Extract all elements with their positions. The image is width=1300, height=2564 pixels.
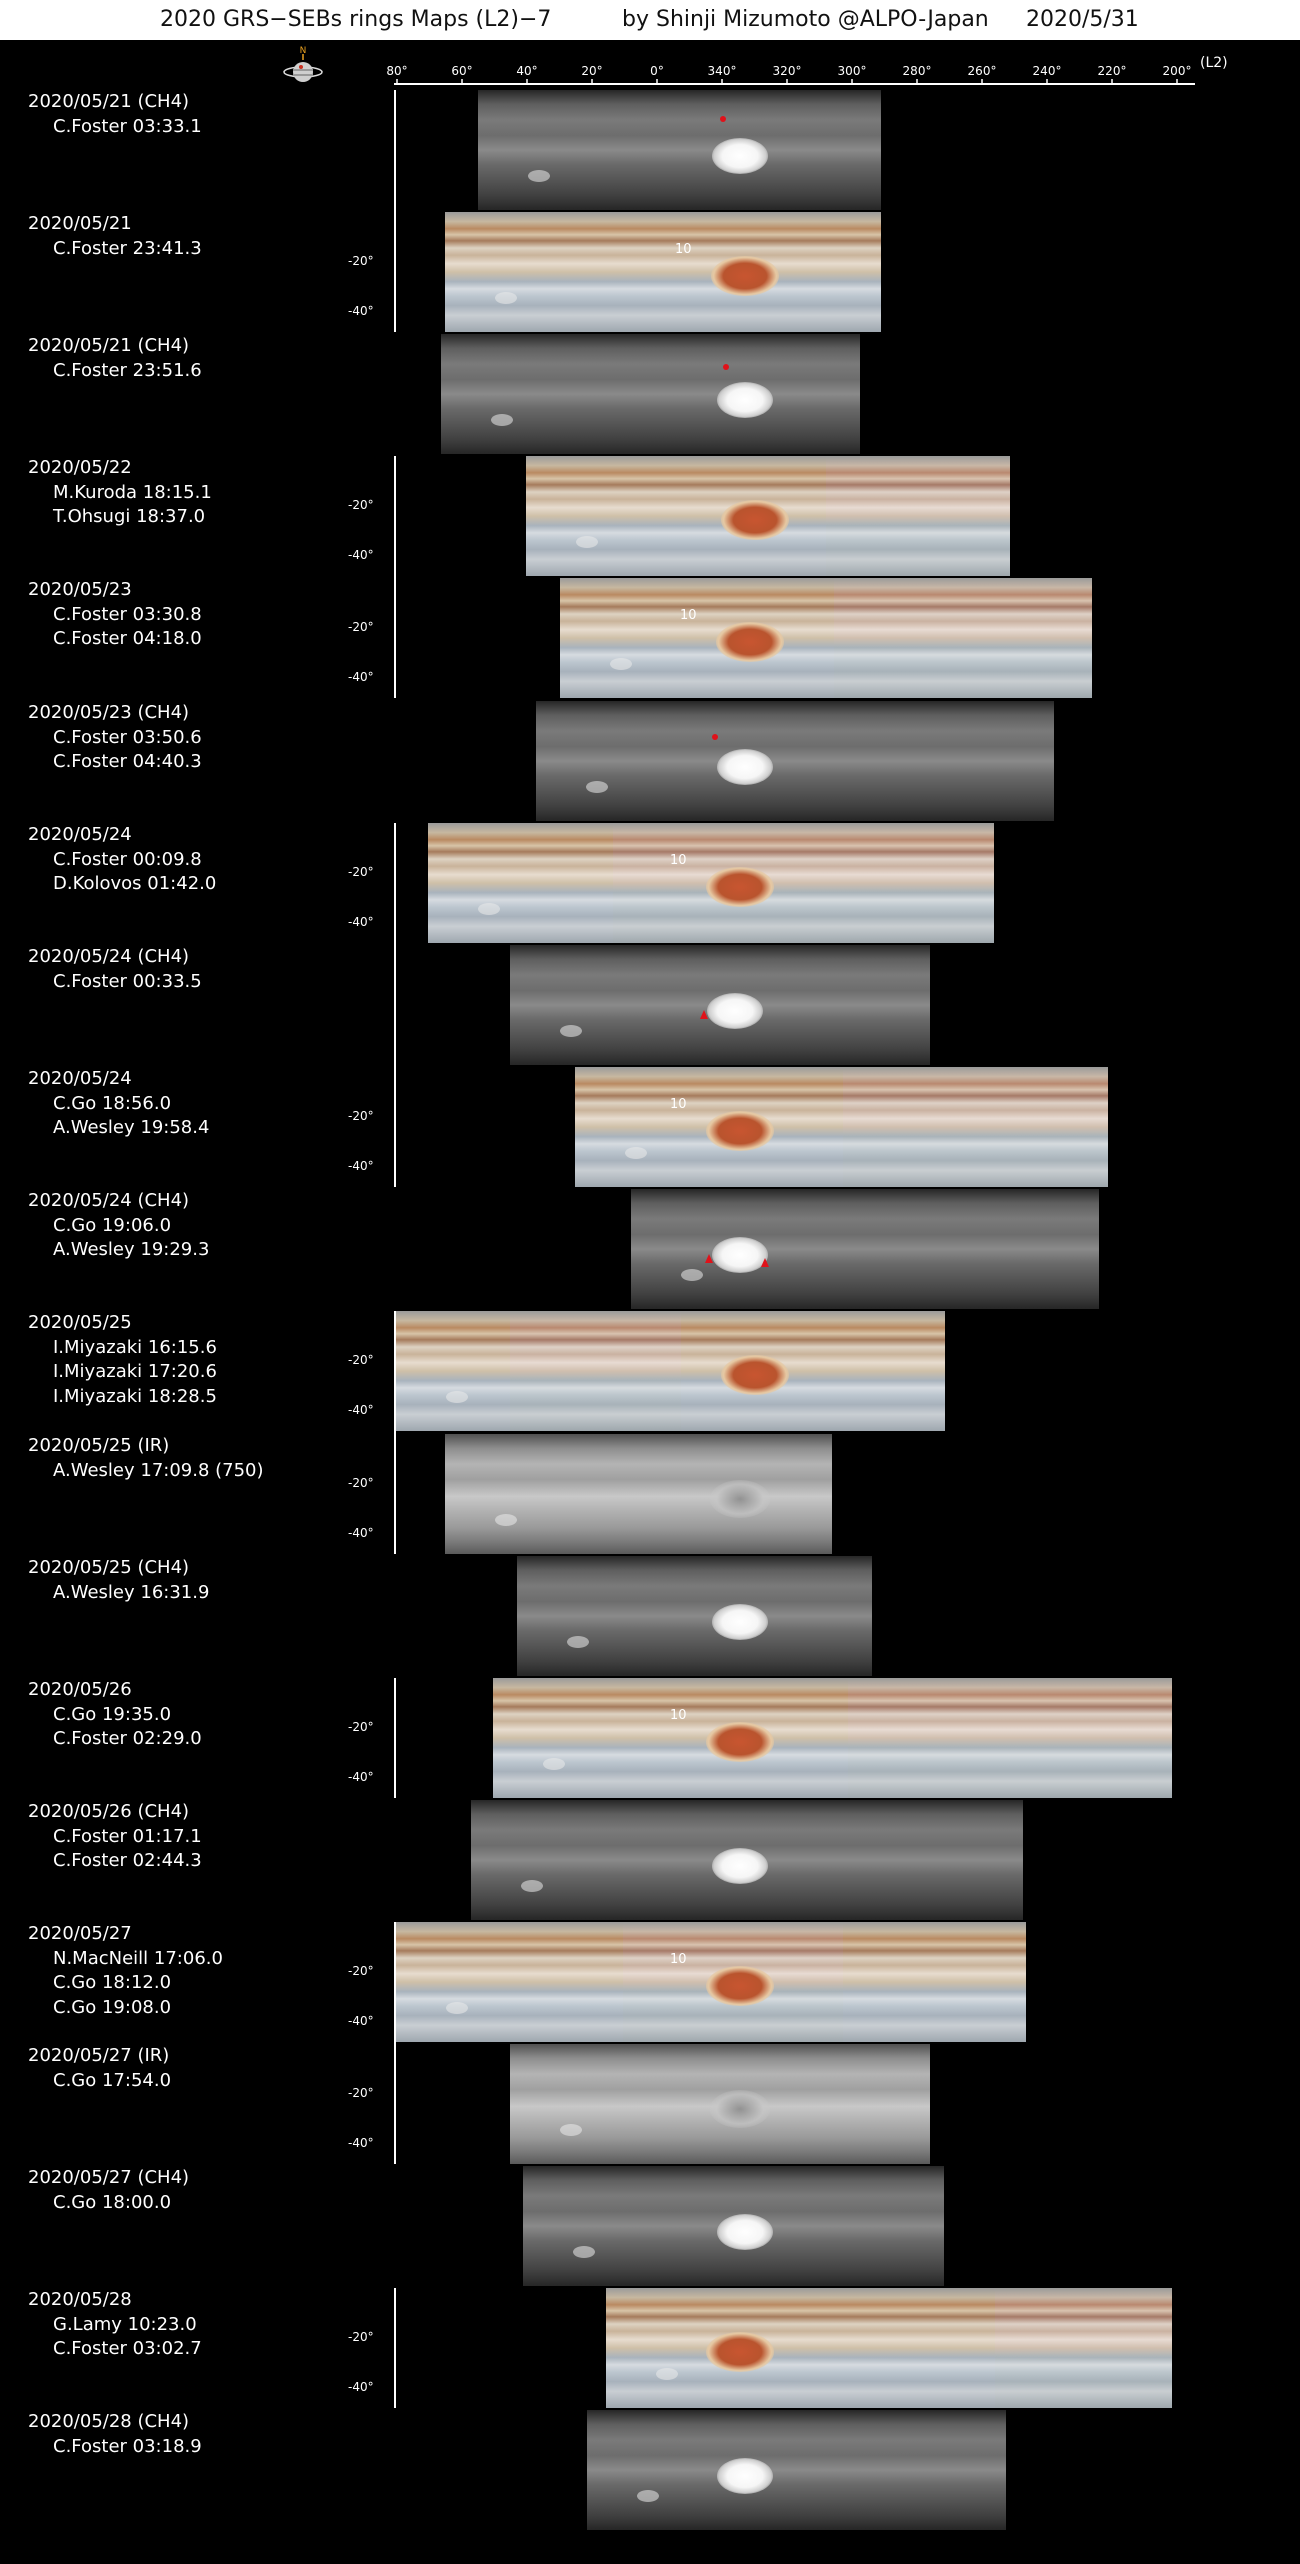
latitude-label-40: -40° [348,1403,374,1417]
great-red-spot [712,1237,768,1273]
jupiter-map-strip [794,1800,1023,1920]
observer-line: C.Go 18:00.0 [53,2191,172,2213]
jupiter-map-strip [445,212,881,332]
latitude-label-40: -40° [348,1770,374,1784]
spot-number-label: 10 [670,853,687,868]
spot-number-label: 10 [675,242,692,257]
observation-entry [28,1434,264,1483]
white-oval [446,2002,468,2014]
observation-entry [28,945,202,994]
latitude-label-20: -20° [348,1109,374,1123]
great-red-spot [711,256,779,296]
white-oval [586,781,608,793]
latitude-axis-line [394,90,396,332]
axis-tick-label: 200° [1162,64,1192,78]
spot-number-label: 10 [680,608,697,623]
latitude-label-20: -20° [348,254,374,268]
jupiter-map-strip [396,1922,623,2042]
jupiter-map-strip [493,1678,848,1798]
white-oval [528,170,550,182]
axis-tick-label: 60° [451,64,473,78]
observation-entry [28,2166,189,2215]
axis-tick-label: 240° [1032,64,1062,78]
jupiter-map-strip [428,823,613,943]
observer-line: D.Kolovos 01:42.0 [53,873,217,894]
observation-entry [28,1189,209,1263]
observer-line: C.Foster 03:50.6 [53,726,202,748]
white-oval [560,2124,582,2136]
observer-line: A.Wesley 19:58.4 [53,1117,210,1138]
observation-entry [28,1922,223,2020]
great-red-spot [721,500,789,540]
jupiter-map-strip [827,701,1054,821]
great-red-spot [712,1604,768,1640]
observation-entry [28,578,202,652]
observation-entry [28,456,212,530]
observer-line: A.Wesley 17:09.8 (750) [53,1459,264,1481]
axis-tick-label: 300° [837,64,867,78]
observer-line: C.Foster 23:41.3 [53,237,202,259]
jupiter-map-strip [826,456,1010,576]
observation-entry [28,2288,202,2362]
observation-entry [28,2044,171,2093]
publish-date: 2020/5/31 [1026,7,1139,32]
great-red-spot [717,382,773,418]
jupiter-map-strip [613,823,994,943]
observation-date: 2020/05/28 [28,2289,132,2310]
latitude-label-20: -20° [348,1964,374,1978]
jupiter-map-strip [396,1311,510,1431]
great-red-spot [721,1355,789,1395]
latitude-label-20: -20° [348,498,374,512]
white-oval [543,1758,565,1770]
jupiter-map-strip [848,1678,1172,1798]
latitude-label-40: -40° [348,1159,374,1173]
white-oval [681,1269,703,1281]
jupiter-map-strip [517,1556,872,1676]
latitude-label-40: -40° [348,1526,374,1540]
spot-number-label: 10 [670,1952,687,1967]
observation-entry [28,1311,217,1409]
observer-line: I.Miyazaki 18:28.5 [53,1385,217,1407]
observation-entry [28,1800,202,1874]
white-oval [478,903,500,915]
observation-date: 2020/05/24 [28,824,132,845]
observation-entry [28,701,202,775]
great-red-spot [706,1722,774,1762]
latitude-label-40: -40° [348,548,374,562]
white-oval [521,1880,543,1892]
jupiter-map-strip [536,701,827,821]
author-credit: by Shinji Mizumoto @ALPO-Japan [622,7,989,32]
jupiter-map-strip [441,334,860,454]
axis-tick-label: 340° [707,64,737,78]
jupiter-map-strip [843,1067,1108,1187]
observer-line: C.Foster 23:51.6 [53,359,202,381]
jupiter-map-strip [843,1922,1026,2042]
white-oval [625,1147,647,1159]
white-oval [495,292,517,304]
observer-line: A.Wesley 16:31.9 [53,1581,210,1603]
jupiter-map-strip [560,578,834,698]
observation-entry [28,2410,202,2459]
jupiter-map-strip [478,90,881,210]
observer-line: C.Foster 00:09.8 [53,848,202,870]
observation-date: 2020/05/23 [28,579,132,600]
observation-entry [28,823,216,897]
observation-date: 2020/05/24 (CH4) [28,1190,190,1211]
red-triangle-icon [705,1254,713,1263]
jupiter-map-strip [587,2410,1006,2530]
great-red-spot [706,1966,774,2006]
latitude-label-20: -20° [348,1353,374,1367]
observer-line: C.Go 18:12.0 [53,1972,172,1993]
jupiter-map-strip [445,1434,832,1554]
jupiter-map-strip [606,2288,995,2408]
latitude-label-40: -40° [348,2380,374,2394]
observation-entry [28,212,202,261]
latitude-label-20: -20° [348,2330,374,2344]
white-oval [560,1025,582,1037]
observation-date: 2020/05/23 (CH4) [28,702,190,723]
white-oval [446,1391,468,1403]
observation-date: 2020/05/22 [28,457,132,478]
jupiter-map-strip [631,1189,1099,1309]
observation-entry [28,1678,202,1752]
observation-entry [28,1067,209,1141]
latitude-label-20: -20° [348,1720,374,1734]
white-oval [656,2368,678,2380]
latitude-label-40: -40° [348,670,374,684]
axis-tick-label: 40° [516,64,538,78]
observation-date: 2020/05/27 [28,1923,132,1944]
great-red-spot [716,622,784,662]
latitude-label-20: -20° [348,865,374,879]
map-title: 2020 GRS−SEBs rings Maps (L2)−7 [160,7,552,32]
spot-number-label: 10 [670,1097,687,1112]
observer-line: C.Foster 03:30.8 [53,603,202,625]
observer-line: C.Foster 02:44.3 [53,1850,202,1871]
observer-line: A.Wesley 19:29.3 [53,1239,210,1260]
jupiter-map-strip [510,1311,681,1431]
observer-line: C.Go 19:06.0 [53,1214,172,1236]
great-red-spot [706,1111,774,1151]
axis-tick-label: 260° [967,64,997,78]
observer-line: C.Foster 03:18.9 [53,2435,202,2457]
observation-date: 2020/05/28 (CH4) [28,2411,190,2432]
great-red-spot [710,1480,770,1518]
latitude-axis-line [394,823,396,1187]
red-triangle-icon [700,1010,708,1019]
latitude-label-40: -40° [348,915,374,929]
white-oval [491,414,513,426]
latitude-axis-line [394,2288,396,2408]
observer-line: C.Go 17:54.0 [53,2069,172,2091]
observer-line: C.Foster 01:17.1 [53,1825,202,1847]
observation-date: 2020/05/21 [28,213,132,234]
spot-number-label: 10 [670,1708,687,1723]
observation-entry [28,334,202,383]
great-red-spot [717,2214,773,2250]
latitude-axis-line [394,1311,396,1554]
latitude-label-40: -40° [348,304,374,318]
observer-line: N.MacNeill 17:06.0 [53,1947,223,1969]
great-red-spot [707,993,763,1029]
observer-line: C.Foster 02:29.0 [53,1728,202,1749]
white-oval [573,2246,595,2258]
observation-date: 2020/05/21 (CH4) [28,335,190,356]
observation-entry [28,90,202,139]
observer-line: C.Foster 04:18.0 [53,628,202,649]
white-oval [610,658,632,670]
observer-line: G.Lamy 10:23.0 [53,2313,197,2335]
white-oval [637,2490,659,2502]
latitude-axis-line [394,1678,396,1798]
observation-date: 2020/05/26 (CH4) [28,1801,190,1822]
observation-date: 2020/05/27 (IR) [28,2045,170,2066]
red-marker-icon [712,734,718,740]
observer-line: C.Go 19:08.0 [53,1996,172,2018]
observer-line: C.Go 19:35.0 [53,1703,172,1725]
great-red-spot [706,867,774,907]
red-triangle-icon [761,1258,769,1267]
observer-line: M.Kuroda 18:15.1 [53,481,212,503]
jupiter-map-strip [995,2288,1172,2408]
latitude-axis-line [394,456,396,698]
observer-line: C.Foster 03:02.7 [53,2338,202,2359]
observer-line: I.Miyazaki 16:15.6 [53,1336,217,1358]
latitude-label-20: -20° [348,2086,374,2100]
great-red-spot [717,2458,773,2494]
observer-line: I.Miyazaki 17:20.6 [53,1361,217,1382]
latitude-label-40: -40° [348,2014,374,2028]
observation-date: 2020/05/25 (CH4) [28,1557,190,1578]
north-label: N [299,46,307,56]
white-oval [495,1514,517,1526]
white-oval [567,1636,589,1648]
observation-entry [28,1556,209,1605]
great-red-spot [712,1848,768,1884]
axis-tick-label: 220° [1097,64,1127,78]
observation-date: 2020/05/24 (CH4) [28,946,190,967]
white-oval [576,536,598,548]
latitude-label-20: -20° [348,1476,374,1490]
observation-date: 2020/05/25 [28,1312,132,1333]
jupiter-orientation-icon [282,44,324,88]
observer-line: C.Foster 04:40.3 [53,751,202,772]
jupiter-map-strip [834,578,1092,698]
axis-tick-label: 20° [581,64,603,78]
great-red-spot [710,2090,770,2128]
latitude-label-20: -20° [348,620,374,634]
observation-date: 2020/05/27 (CH4) [28,2167,190,2188]
observer-line: C.Foster 00:33.5 [53,970,202,992]
observation-date: 2020/05/26 [28,1679,132,1700]
latitude-label-40: -40° [348,2136,374,2150]
red-marker-icon [723,364,729,370]
observer-line: C.Go 18:56.0 [53,1092,172,1114]
axis-tick-label: 280° [902,64,932,78]
axis-tick-label: 0° [650,64,664,78]
observer-line: C.Foster 03:33.1 [53,115,202,137]
title-bar [0,0,1300,40]
observer-line: T.Ohsugi 18:37.0 [53,506,206,527]
observation-date: 2020/05/21 (CH4) [28,91,190,112]
latitude-axis-line [394,1922,396,2164]
great-red-spot [717,749,773,785]
axis-tick-label: 320° [772,64,802,78]
axis-tick-label: 80° [386,64,408,78]
observation-date: 2020/05/24 [28,1068,132,1089]
great-red-spot [706,2332,774,2372]
observation-date: 2020/05/25 (IR) [28,1435,170,1456]
great-red-spot [712,138,768,174]
red-marker-icon [720,116,726,122]
axis-unit-label: (L2) [1200,55,1228,71]
